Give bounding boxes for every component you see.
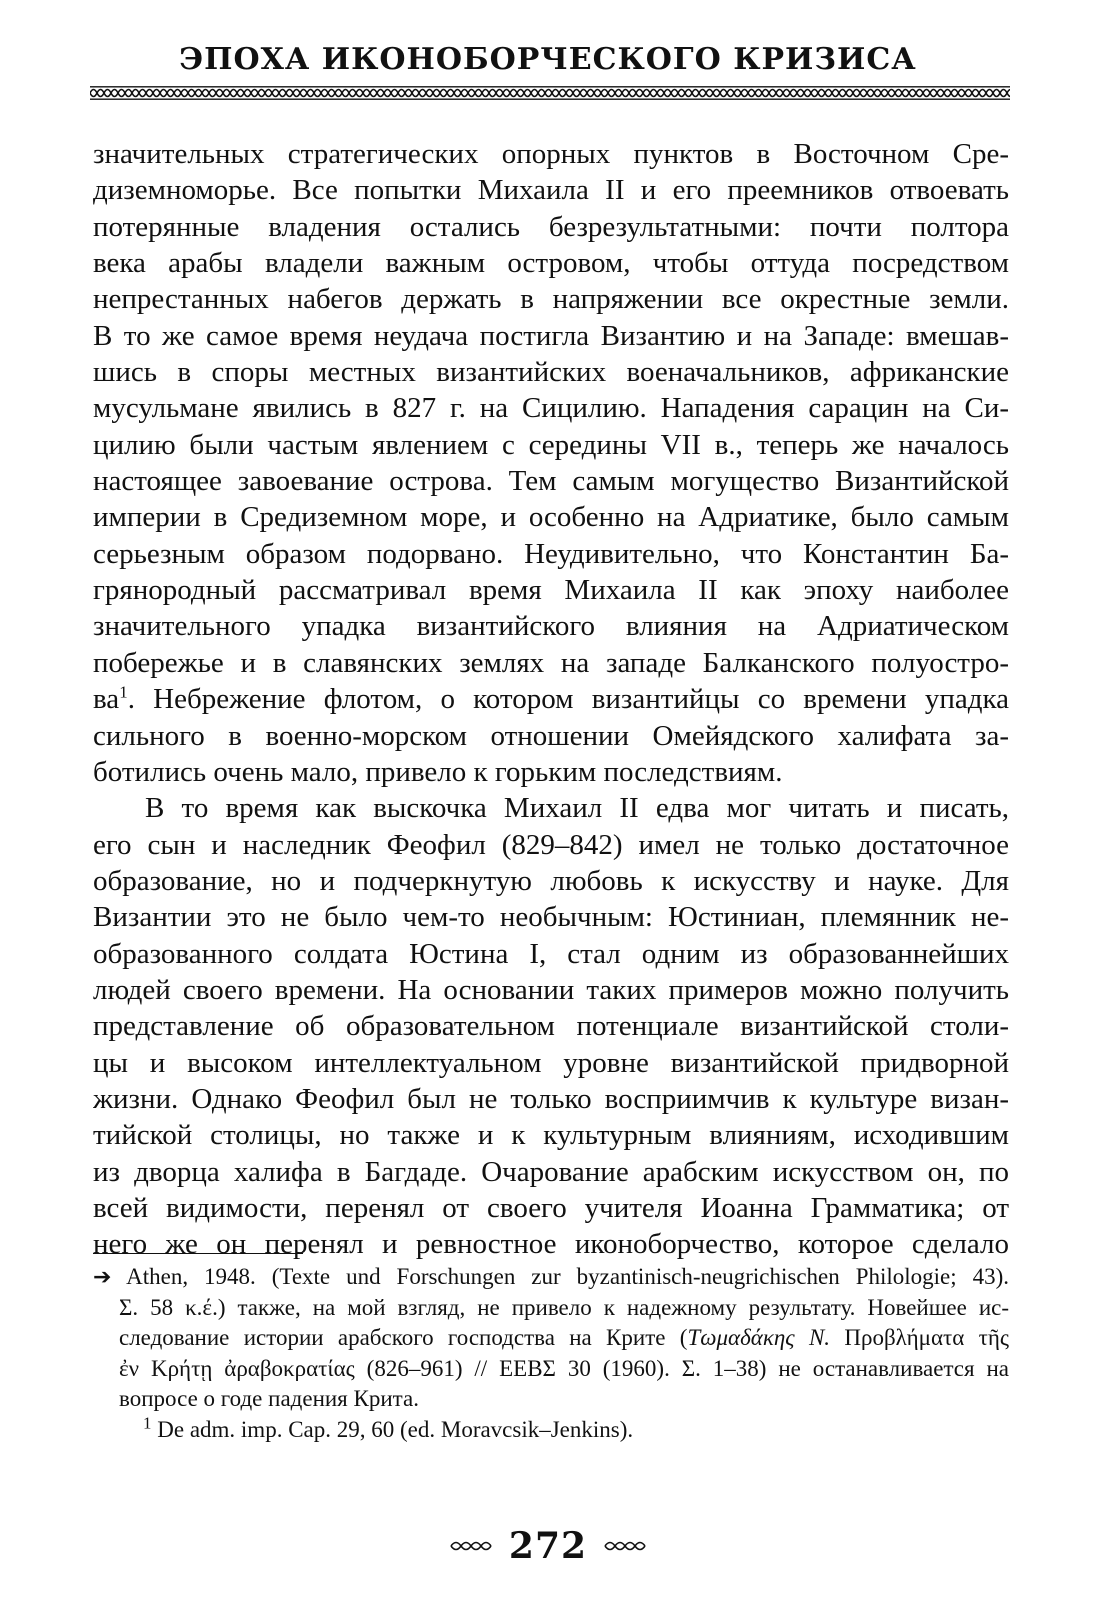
footnote-continuation-line xyxy=(93,1262,1009,1293)
text-line: значительного упадка византийского влияния на Адриатическом xyxy=(93,610,1009,643)
text-line: цилию были частым явлением с середины VII в., теперь же началось xyxy=(93,428,1009,461)
body-text xyxy=(93,136,1009,1263)
text-line: сильного в военно-морском отношении Омейядского халифата за- xyxy=(93,719,1009,752)
footnote-line: вопросе о годе падения Крита. xyxy=(119,1386,419,1411)
text-line: мусульмане явились в 827 г. на Сицилию. Нападения сарацин на Си- xyxy=(93,392,1009,425)
text-line: побережье и в славянских землях на западе Балканского полуостро- xyxy=(93,646,1009,679)
footnote-marker: 1 xyxy=(143,1414,152,1432)
text-line: настоящее завоевание острова. Тем самым могущество Византийской xyxy=(93,465,1009,498)
text-fragment: ва xyxy=(93,683,120,716)
text-line: диземноморье. Все попытки Михаила II и его преемников отвоевать xyxy=(93,174,1009,207)
text-line: его сын и наследник Феофил (829–842) имел не только достаточное xyxy=(93,828,1009,861)
text-line-with-footnote-ref xyxy=(93,681,1009,717)
text-line: века арабы владели важным островом, чтобы оттуда посредством xyxy=(93,247,1009,280)
footnote-separator-rule xyxy=(93,1253,303,1254)
text-line: ботились очень мало, привело к горьким последствиям. xyxy=(93,755,783,788)
text-line: непрестанных набегов держать в напряжении все окрестные земли. xyxy=(93,283,1009,316)
running-head: ЭПОХА ИКОНОБОРЧЕСКОГО КРИЗИСА xyxy=(179,42,917,77)
footnote-text: Athen, 1948. (Texte und Forschungen zur byzantinisch-neugrichischen Philologie; 43). xyxy=(126,1264,1009,1289)
footnote-author: Τωμαδάκης Ν. xyxy=(687,1325,831,1350)
footnote-text: следование истории арабского господства на Крите ( xyxy=(119,1325,688,1350)
text-line: В то же самое время неудача постигла Византию и на Западе: вмешав- xyxy=(93,319,1009,352)
text-line: из дворца халифа в Багдаде. Очарование арабским искусством он, по xyxy=(93,1155,1009,1188)
folio-ornament-right-icon xyxy=(603,1539,647,1553)
text-line: цы и высоком интеллектуальном уровне византийской придворной xyxy=(93,1046,1009,1079)
text-line: значительных стратегических опорных пунктов в Восточном Сре- xyxy=(93,138,1009,170)
text-fragment: . Небрежение флотом, о котором византийцы со времени упадка xyxy=(127,683,1009,716)
text-line: представление об образовательном потенциале византийской столи- xyxy=(93,1010,1009,1043)
footnote-1 xyxy=(93,1415,1009,1446)
footnote-line: Σ. 58 κ.έ.) также, на мой взгляд, не привело к надежному результату. Новейшее ис- xyxy=(119,1294,1009,1320)
footnote-line: ἐν Κρήτῃ ἀραβοκρατίας (826–961) // ΕΕΒΣ 30 (1960). Σ. 1–38) не останавливается на xyxy=(119,1355,1009,1381)
folio xyxy=(0,1525,1096,1567)
text-line: шись в споры местных византийских военачальников, африканские xyxy=(93,356,1009,389)
text-line: всей видимости, перенял от своего учителя Иоанна Грамматика; от xyxy=(93,1191,1009,1224)
text-line: образованного солдата Юстина I, стал одним из образованнейших xyxy=(93,937,1009,970)
paragraph-first-line: В то время как выскочка Михаил II едва мог читать и писать, xyxy=(145,792,1009,825)
page-number: 272 xyxy=(508,1525,588,1567)
footnote-reference[interactable]: 1 xyxy=(119,682,128,702)
text-line: империи в Средиземном море, и особенно на Адриатике, было самым xyxy=(93,501,1009,534)
text-line: Византии это не было чем-то необычным: Юстиниан, племянник не- xyxy=(93,901,1009,934)
text-line: потерянные владения остались безрезультатными: почти полтора xyxy=(93,210,1009,243)
footnote-line xyxy=(93,1323,1009,1354)
footnotes xyxy=(93,1262,1009,1445)
continuation-arrow-icon: ➔ xyxy=(93,1264,112,1289)
text-line: грянородный рассматривал время Михаила II как эпоху наиболее xyxy=(93,574,1009,607)
footnote-text: Προβλήματα τῆς xyxy=(830,1325,1009,1350)
text-line: образование, но и подчеркнутую любовь к искусству и науке. Для xyxy=(93,864,1009,897)
folio-ornament-left-icon xyxy=(449,1539,493,1553)
footnote-text: De adm. imp. Cap. 29, 60 (ed. Moravcsik–Jenkins). xyxy=(157,1416,634,1442)
text-line: серьезным образом подорвано. Неудивительно, что Константин Ба- xyxy=(93,537,1009,570)
text-line: людей своего времени. На основании таких примеров можно получить xyxy=(93,973,1009,1006)
text-line: него же он перенял и ревностное иконоборчество, которое сделало xyxy=(93,1228,1009,1261)
decorative-band-ornament xyxy=(90,86,1010,100)
text-line: жизни. Однако Феофил был не только восприимчив к культуре визан- xyxy=(93,1082,1009,1115)
text-line: тийской столицы, но также и к культурным влияниям, исходившим xyxy=(93,1119,1009,1152)
